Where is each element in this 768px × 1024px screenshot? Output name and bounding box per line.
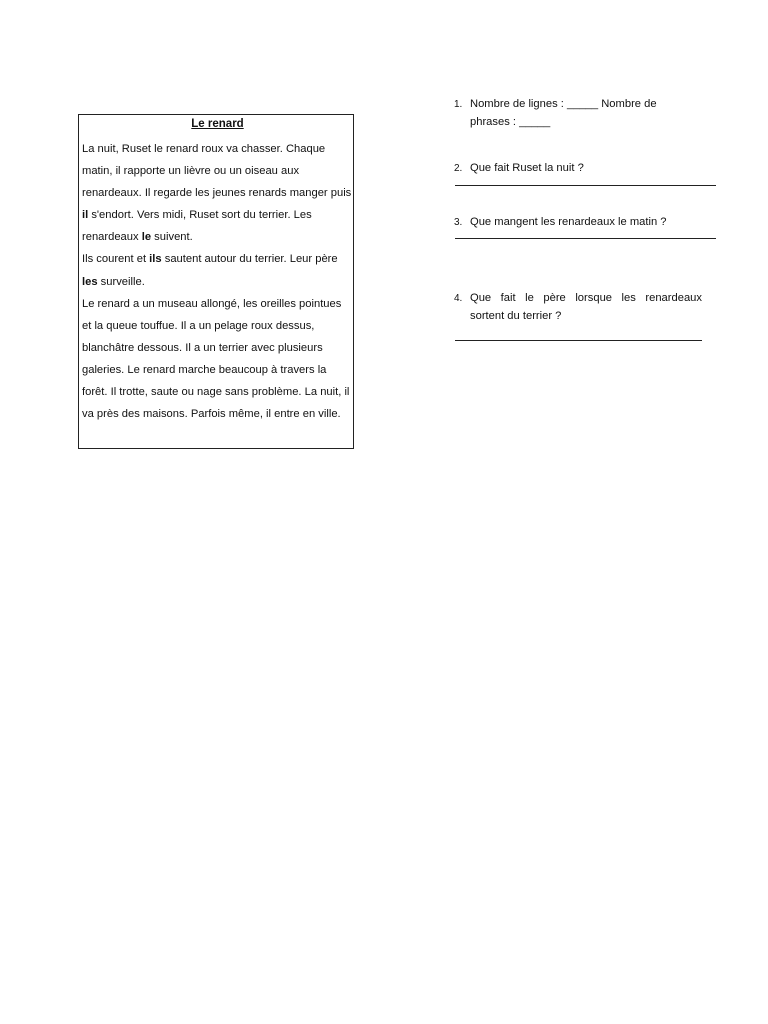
- pronoun-il: il: [82, 209, 89, 222]
- pronoun-le: le: [141, 231, 152, 244]
- story-paragraph-3: Le renard a un museau allongé, les oreilles pointues et la queue touffue. Il a un pelage roux dessus, blanchâtre dessous. Il a un terrier avec plusieurs galeries. Le renard marche beaucoup à travers la forêt. Il trotte, saute ou nage sans problème. La nuit, il va près des maisons. Parfois même, il entre en ville.: [82, 297, 350, 421]
- text-segment: s'endort. Vers midi, Ruset sort du terrier. Les renardeaux: [82, 209, 312, 244]
- question-line: Que fait le père lorsque les renardeaux: [470, 292, 702, 304]
- answer-line[interactable]: [455, 340, 702, 341]
- pronoun-les: les: [82, 275, 98, 288]
- story-box: [78, 114, 354, 449]
- story-paragraph-2: [82, 248, 353, 292]
- question-number: 2.: [454, 163, 463, 174]
- question-text: [470, 96, 657, 131]
- question-line: Nombre de lignes : _____ Nombre de: [470, 98, 657, 110]
- answer-line[interactable]: [455, 185, 716, 186]
- text-segment: surveille.: [97, 275, 145, 288]
- question-line: phrases : _____: [470, 115, 551, 128]
- story-title: Le renard: [191, 118, 244, 130]
- text-segment: sautent autour du terrier. Leur père: [161, 253, 338, 266]
- text-segment: Ils courent et: [82, 253, 150, 266]
- pronoun-ils: ils: [149, 253, 162, 266]
- question-text: [470, 290, 702, 325]
- question-number: 1.: [454, 99, 463, 110]
- text-segment: suivent.: [151, 231, 193, 244]
- question-text: Que fait Ruset la nuit ?: [470, 162, 584, 174]
- text-segment: La nuit, Ruset le renard roux va chasser. Chaque matin, il rapporte un lièvre ou un oiseau aux renardeaux. Il regarde les jeunes renards manger puis: [82, 143, 352, 200]
- question-number: 4.: [454, 293, 463, 304]
- question-number: 3.: [454, 217, 463, 228]
- question-line: sortent du terrier ?: [470, 309, 562, 322]
- answer-line[interactable]: [455, 238, 716, 239]
- story-paragraph-1: [82, 138, 353, 248]
- question-text: Que mangent les renardeaux le matin ?: [470, 216, 667, 228]
